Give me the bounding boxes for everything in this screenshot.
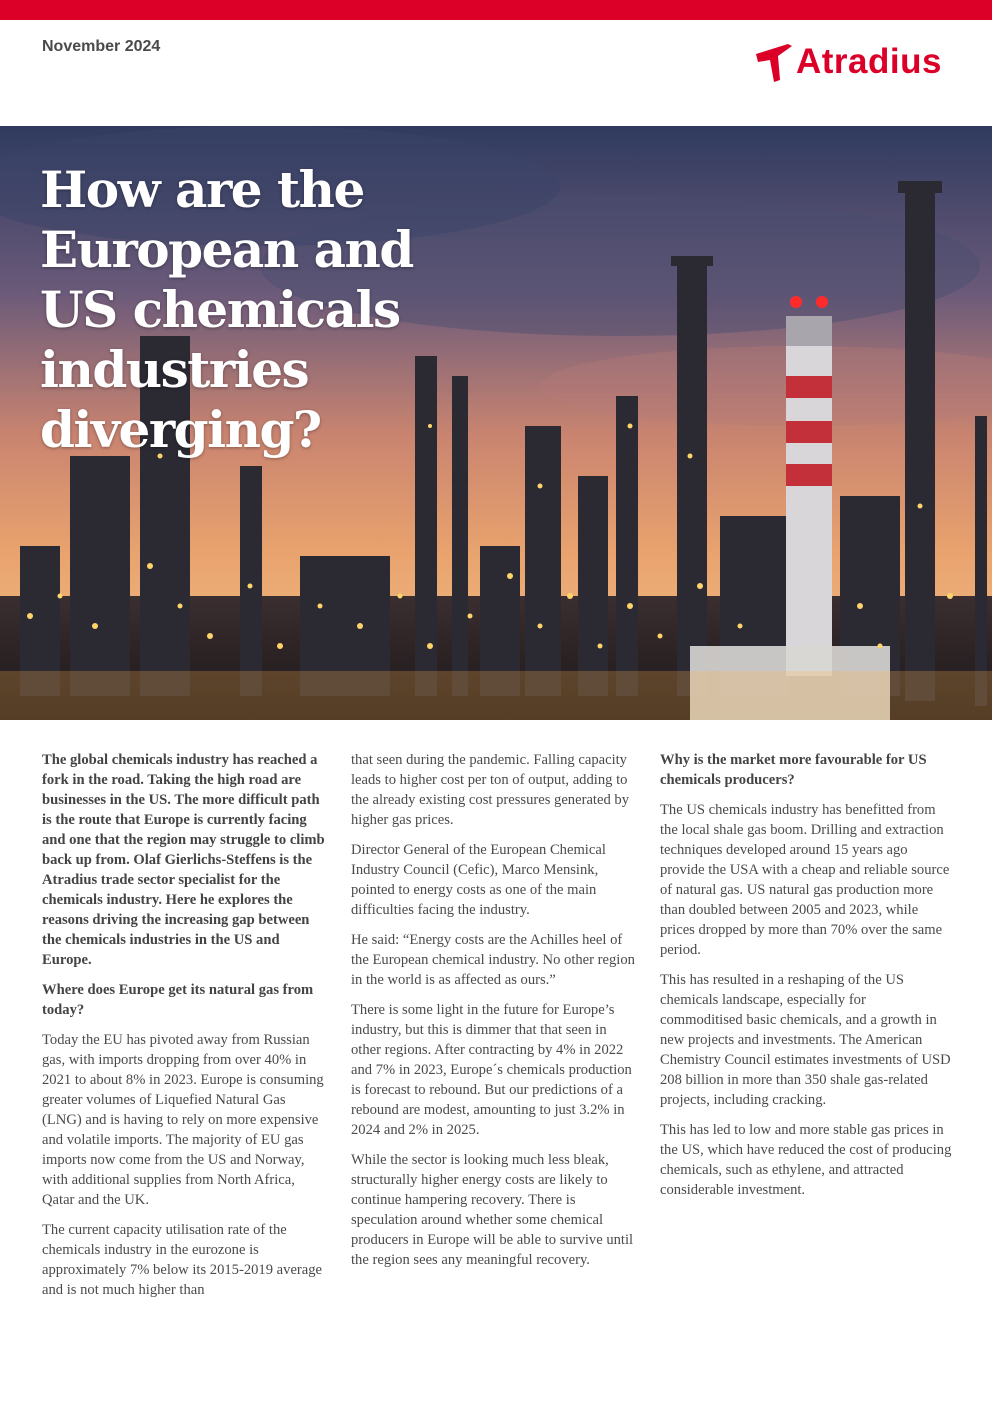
body-paragraph: There is some light in the future for Europe’s industry, but this is dimmer that that seen in other regions. After contracting by 4% in 2022 and 7% in 2023, Europe´s chemicals production is forecast to rebound. But our predictions of a rebound are modest, amounting to just 3.2% in 2024 and 2% in 2025. [351,1002,632,1138]
body-paragraph: While the sector is looking much less bleak, structurally higher energy costs are likely to continue hampering recovery. There is speculation around whether some chemical producers in Europe will be able to survive until the region sees any meaningful recovery. [351,1152,634,1268]
body-paragraph: Director General of the European Chemical Industry Council (Cefic), Marco Mensink, pointed to energy costs as one of the main difficulties facing the industry. [351,842,606,918]
publication-date: November 2024 [42,38,161,55]
striped-chimney [786,296,832,676]
column-3 [660,750,952,1210]
brand-top-bar [0,0,992,20]
body-paragraph: The US chemicals industry has benefitted from the local shale gas boom. Drilling and extraction techniques developed around 15 years ago provide the USA with a cheap and reliable source of natural gas. US natural gas production more than doubled between 2005 and 2023, while prices dropped by more than 70% over the same period. [660,802,950,958]
title-line: diverging? [40,400,321,459]
body-paragraph: The current capacity utilisation rate of the chemicals industry in the eurozone is approximately 7% below its 2015-2019 average and is not much higher than [42,1222,323,1298]
section-heading: Why is the market more favourable for US chemicals producers? [660,752,927,788]
hero-title [40,160,460,460]
body-paragraph: Today the EU has pivoted away from Russian gas, with imports dropping from over 40% in 2021 to about 8% in 2023. Europe is consuming greater volumes of Liquefied Natural Gas (LNG) and is having to rely on more expensive and volatile imports. The majority of EU gas imports now come from the US and Norway, with additional supplies from North Africa, Qatar and the UK. [42,1032,324,1208]
hero-image [0,126,992,720]
title-line: US chemicals [40,280,400,339]
column-1 [42,750,327,1310]
brand-wordmark: Atradius [796,42,942,81]
body-paragraph: This has led to low and more stable gas prices in the US, which have reduced the cost of producing chemicals, such as ethylene, and attracted considerable investment. [660,1122,952,1198]
body-paragraph: This has resulted in a reshaping of the US chemicals landscape, especially for commoditised basic chemicals, and a growth in new projects and investments. The American Chemistry Council estimates investments of USD 208 billion in more than 350 shale gas-related projects, including cracking. [660,972,951,1108]
title-line: European and [40,220,413,279]
title-line: How are the [40,160,364,219]
atradius-logo[interactable] [754,40,942,84]
section-heading: Where does Europe get its natural gas from today? [42,982,314,1018]
column-2 [351,750,636,1280]
title-line: industries [40,340,309,399]
quote-paragraph: He said: “Energy costs are the Achilles heel of the European chemical industry. No other region in the world is as affected as ours.” [351,932,635,988]
atradius-swoosh-icon [754,40,794,84]
intro-lead: The global chemicals industry has reached a fork in the road. Taking the high road are businesses in the US. The more difficult path is the route that Europe is currently facing and one that the region may struggle to climb back up from. Olaf Gierlichs-Steffens is the Atradius trade sector specialist for the chemicals industry. Here he explores the reasons driving the increasing gap between the chemicals industries in the US and Europe. [42,752,325,968]
body-paragraph: that seen during the pandemic. Falling capacity leads to higher cost per ton of output, adding to the already existing cost pressures generated by higher gas prices. [351,752,629,828]
